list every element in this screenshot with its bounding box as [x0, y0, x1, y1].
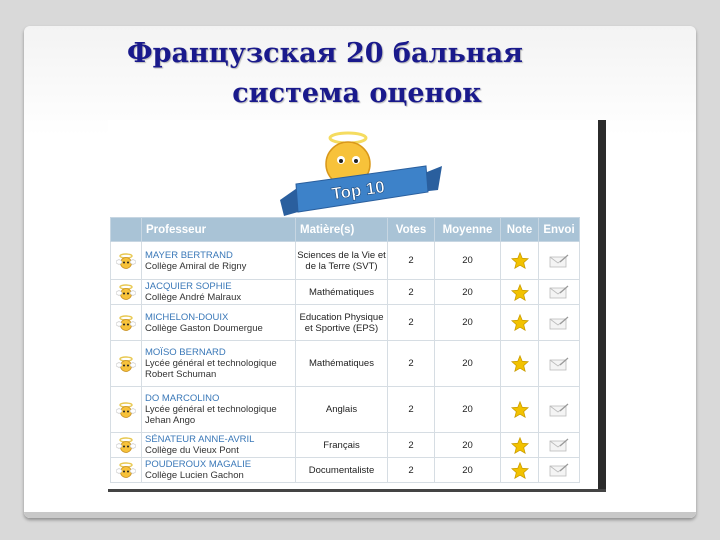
subject-cell: Mathématiques [296, 280, 388, 305]
professor-school: Lycée général et technologique Jehan Ango [145, 404, 277, 426]
subject-cell: Education Physique et Sportive (EPS) [296, 305, 388, 341]
star-icon[interactable] [501, 341, 539, 387]
table-header-row [111, 218, 580, 242]
banner-label: Top 10 [330, 177, 386, 204]
votes-cell: 2 [388, 341, 435, 387]
subject-cell: Documentaliste [296, 458, 388, 483]
subject-cell: Sciences de la Vie et de la Terre (SVT) [296, 242, 388, 280]
professor-cell [142, 433, 296, 458]
professor-name-link[interactable]: MAYER BERTRAND [145, 249, 233, 261]
header-icon-cell [111, 218, 142, 242]
angel-smiley-icon [111, 341, 142, 387]
star-icon[interactable] [501, 433, 539, 458]
angel-smiley-icon [111, 458, 142, 483]
header-note[interactable]: Note [501, 218, 539, 242]
star-icon[interactable] [501, 280, 539, 305]
votes-cell: 2 [388, 280, 435, 305]
votes-cell: 2 [388, 458, 435, 483]
professor-cell [142, 458, 296, 483]
table-row [111, 280, 580, 305]
slide-title-line2: система оценок [232, 78, 482, 109]
slide-bottom-edge [24, 512, 696, 518]
angel-smiley-icon [111, 387, 142, 433]
envelope-icon[interactable] [539, 387, 580, 433]
star-icon[interactable] [501, 305, 539, 341]
professor-school: Collège Lucien Gachon [145, 470, 244, 481]
header-votes[interactable]: Votes [388, 218, 435, 242]
header-professeur[interactable]: Professeur [142, 218, 296, 242]
slide-title-line1: Французская 20 бальная [126, 38, 524, 69]
subject-cell: Mathématiques [296, 341, 388, 387]
votes-cell: 2 [388, 242, 435, 280]
average-cell: 20 [435, 341, 501, 387]
professor-cell [142, 242, 296, 280]
professor-cell [142, 341, 296, 387]
votes-cell: 2 [388, 387, 435, 433]
professor-name-link[interactable]: DO MARCOLINO [145, 393, 220, 404]
average-cell: 20 [435, 433, 501, 458]
average-cell: 20 [435, 387, 501, 433]
embedded-screenshot [108, 120, 606, 492]
votes-cell: 2 [388, 433, 435, 458]
star-icon[interactable] [501, 387, 539, 433]
screenshot-shadow-bottom [108, 489, 606, 492]
professor-name-link[interactable]: POUDEROUX MAGALIE [145, 459, 252, 470]
screenshot-shadow-right [598, 120, 606, 492]
header-matiere[interactable]: Matière(s) [296, 218, 388, 242]
professor-school: Collège Amiral de Rigny [145, 260, 247, 272]
top10-banner [270, 126, 450, 216]
angel-smiley-icon [111, 433, 142, 458]
average-cell: 20 [435, 305, 501, 341]
envelope-icon[interactable] [539, 305, 580, 341]
envelope-icon[interactable] [539, 341, 580, 387]
header-envoi[interactable]: Envoi [539, 218, 580, 242]
professor-school: Collège André Malraux [145, 292, 242, 303]
angel-smiley-icon [111, 280, 142, 305]
table-row [111, 433, 580, 458]
angel-smiley-icon [111, 305, 142, 341]
envelope-icon[interactable] [539, 280, 580, 305]
professor-school: Collège Gaston Doumergue [145, 322, 263, 334]
table-row [111, 387, 580, 433]
professor-name-link[interactable]: MOÏSO BERNARD [145, 347, 226, 358]
professor-cell [142, 280, 296, 305]
star-icon[interactable] [501, 242, 539, 280]
average-cell: 20 [435, 458, 501, 483]
professor-cell [142, 387, 296, 433]
envelope-icon[interactable] [539, 433, 580, 458]
table-row [111, 242, 580, 280]
table-row [111, 458, 580, 483]
angel-smiley-icon [111, 242, 142, 280]
subject-cell: Français [296, 433, 388, 458]
professor-school: Lycée général et technologique Robert Schuman [145, 358, 277, 380]
professor-school: Collège du Vieux Pont [145, 445, 239, 456]
envelope-icon[interactable] [539, 458, 580, 483]
professor-name-link[interactable]: SÉNATEUR ANNE-AVRIL [145, 434, 255, 445]
star-icon[interactable] [501, 458, 539, 483]
votes-cell: 2 [388, 305, 435, 341]
professor-name-link[interactable]: JACQUIER SOPHIE [145, 281, 232, 292]
header-moyenne[interactable]: Moyenne [435, 218, 501, 242]
table-row [111, 341, 580, 387]
subject-cell: Anglais [296, 387, 388, 433]
professor-name-link[interactable]: MICHELON-DOUIX [145, 311, 229, 323]
table-row [111, 305, 580, 341]
envelope-icon[interactable] [539, 242, 580, 280]
slide-title [24, 34, 696, 114]
average-cell: 20 [435, 280, 501, 305]
professor-cell [142, 305, 296, 341]
top10-table [110, 217, 580, 483]
average-cell: 20 [435, 242, 501, 280]
